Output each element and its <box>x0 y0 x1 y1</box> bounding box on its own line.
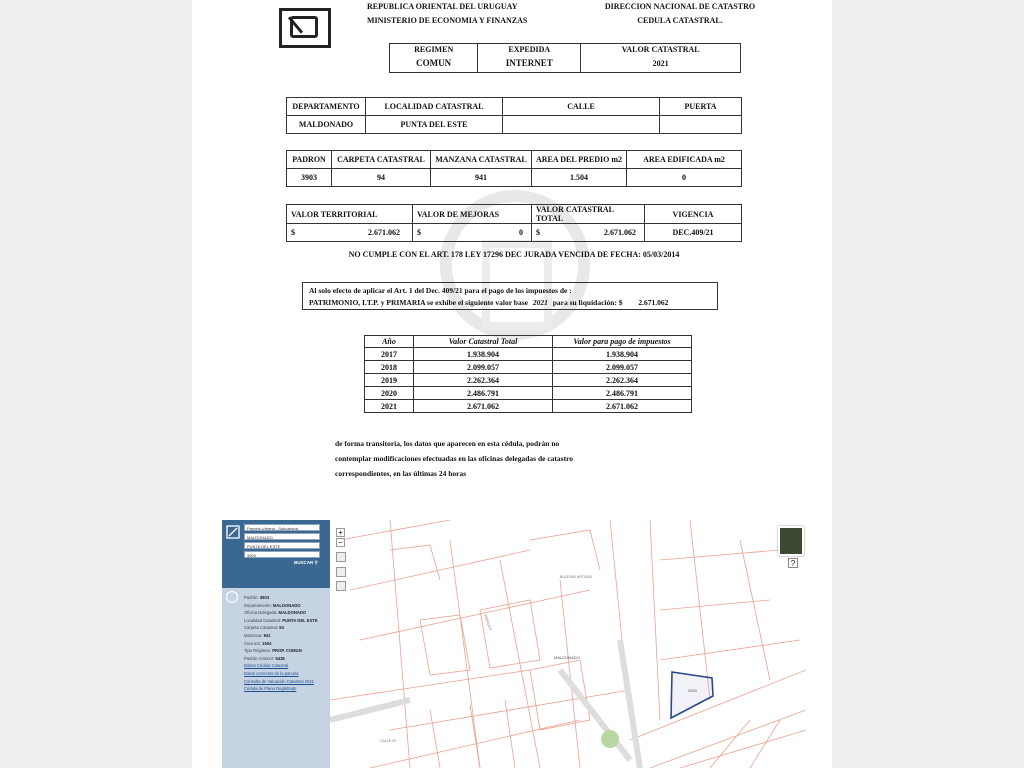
values-table <box>286 204 742 242</box>
info-item <box>244 655 328 663</box>
select-tipo-parcela[interactable]: Parcela Urbana - Suburbana <box>244 524 320 531</box>
map-parcel-label: 3903 <box>688 688 697 693</box>
padron-input[interactable]: 3903 <box>244 551 320 558</box>
info-key: Padrón: <box>244 595 259 600</box>
regimen-header: REGIMEN <box>390 44 478 55</box>
catastro-logo-icon <box>225 524 241 542</box>
history-total-cell: 1.938.904 <box>414 348 553 361</box>
info-key: Área m2: <box>244 640 261 646</box>
history-table <box>364 335 692 413</box>
info-key: Tipo Régimen: <box>244 648 272 654</box>
cedula-page <box>192 0 832 768</box>
search-icon: ⚲ <box>314 560 318 565</box>
basemap-thumbnail[interactable] <box>778 526 804 556</box>
history-total-cell: 2.486.791 <box>414 387 553 400</box>
info-key: Carpeta Catastral: <box>244 625 278 631</box>
footer-note <box>335 436 573 481</box>
header-right <box>600 0 760 28</box>
history-row <box>365 387 692 400</box>
info-link[interactable]: Datos correctos de la parcela <box>244 670 299 676</box>
buscar-button[interactable]: BUSCAR ⚲ <box>294 560 318 565</box>
info-value: 6436 <box>275 655 285 661</box>
header-direccion: DIRECCION NACIONAL DE CATASTRO <box>604 2 756 11</box>
carpeta-value: 94 <box>332 169 431 187</box>
info-logo-icon <box>225 590 239 604</box>
select-localidad[interactable]: PUNTA DEL ESTE <box>244 542 320 549</box>
map-street-1: BULEVAR ARTIGAS <box>560 575 593 579</box>
history-pago-cell: 1.938.904 <box>553 348 692 361</box>
info-item <box>244 647 328 655</box>
padron-value: 3903 <box>287 169 332 187</box>
parcel-info-list <box>244 594 328 693</box>
history-year-cell: 2018 <box>365 361 414 374</box>
info-value: PUNTA DEL ESTE <box>282 617 318 623</box>
manzana-header: MANZANA CATASTRAL <box>431 151 532 169</box>
measure-tool-icon[interactable] <box>336 581 346 591</box>
header-left <box>367 0 527 28</box>
valor-territorial-value: 2.671.062 <box>368 228 400 237</box>
home-tool-icon[interactable] <box>336 552 346 562</box>
info-key: Manzana: <box>244 632 263 638</box>
regimen-table <box>389 43 741 73</box>
layers-tool-icon[interactable] <box>336 567 346 577</box>
info-value: PROP. COMUN <box>272 648 302 654</box>
calle-value <box>503 116 660 134</box>
info-item <box>244 594 328 602</box>
selected-parcel[interactable] <box>671 672 713 718</box>
regimen-value: COMUN <box>390 55 478 73</box>
info-value: 941 <box>263 632 271 638</box>
info-value: 1504 <box>262 640 272 646</box>
vigencia-header: VIGENCIA <box>645 205 742 224</box>
valor-total-cell <box>532 224 645 242</box>
map-street-2: PERALES <box>483 613 493 631</box>
zoom-out-button[interactable]: − <box>336 538 345 547</box>
departamento-value: MALDONADO <box>287 116 366 134</box>
info-link[interactable]: Consulta de Valuación Catastral 2021 <box>244 678 314 684</box>
history-total-header: Valor Catastral Total <box>414 336 553 348</box>
info-value: MALDONADO <box>278 610 307 616</box>
footer-line1: de forma transitoria, los datos que aparecen en esta cédula, podrán no <box>335 439 560 448</box>
footer-line2: contemplar modificaciones efectuadas en las oficinas delegadas de catastro <box>335 454 574 463</box>
expedida-header: EXPEDIDA <box>478 44 581 55</box>
dnc-logo-icon <box>279 8 331 48</box>
history-total-cell: 2.262.364 <box>414 374 553 387</box>
valor-mejoras-value: 0 <box>519 228 523 237</box>
history-year-cell: 2021 <box>365 400 414 413</box>
info-item <box>244 609 328 617</box>
history-row <box>365 374 692 387</box>
info-item <box>244 602 328 610</box>
info-item <box>244 632 328 640</box>
carpeta-header: CARPETA CATASTRAL <box>332 151 431 169</box>
expedida-value: INTERNET <box>478 55 581 73</box>
liquidacion-line1: Al solo efecto de aplicar el Art. 1 del Dec. 409/21 para el pago de los impuestos de : <box>309 286 572 295</box>
info-value: MALDONADO <box>272 602 301 608</box>
history-year-cell: 2019 <box>365 374 414 387</box>
history-pago-header: Valor para pago de impuestos <box>553 336 692 348</box>
history-year-cell: 2020 <box>365 387 414 400</box>
info-item <box>244 640 328 648</box>
info-item <box>244 624 328 632</box>
liquidacion-box <box>302 282 718 310</box>
history-row <box>365 348 692 361</box>
area-predio-header: AREA DEL PREDIO m2 <box>532 151 627 169</box>
history-year-cell: 2017 <box>365 348 414 361</box>
header-ministerio: MINISTERIO DE ECONOMIA Y FINANZAS <box>367 16 528 25</box>
manzana-value: 941 <box>431 169 532 187</box>
notice-text: NO CUMPLE CON EL ART. 178 LEY 17296 DEC JURADA VENCIDA DE FECHA: 05/03/2014 <box>348 250 680 259</box>
area-edificada-value: 0 <box>627 169 742 187</box>
currency-sign: $ <box>536 228 540 237</box>
parcel-table <box>286 150 742 187</box>
info-link[interactable]: Cédula de Plano Registrado <box>244 686 297 692</box>
header-republica: REPUBLICA ORIENTAL DEL URUGUAY <box>367 2 518 11</box>
history-total-cell: 2.671.062 <box>414 400 553 413</box>
currency-sign: $ <box>291 228 295 237</box>
history-pago-cell: 2.671.062 <box>553 400 692 413</box>
select-departamento[interactable]: MALDONADO <box>244 533 320 540</box>
valor-territorial-header: VALOR TERRITORIAL <box>287 205 413 224</box>
history-row <box>365 400 692 413</box>
map-street-3: CALLE 29 <box>380 739 396 743</box>
localidad-header: LOCALIDAD CATASTRAL <box>366 98 503 116</box>
zoom-in-button[interactable]: + <box>336 528 345 537</box>
valor-mejoras-cell <box>413 224 532 242</box>
info-item <box>244 617 328 625</box>
info-value: 3903 <box>259 595 270 600</box>
puerta-value <box>660 116 742 134</box>
padron-header: PADRON <box>287 151 332 169</box>
valor-territorial-cell <box>287 224 413 242</box>
valor-catastral-year: 2021 <box>581 55 741 73</box>
header-cedula: CEDULA CATASTRAL. <box>637 16 723 25</box>
liquidacion-amount: 2.671.062 <box>638 298 669 307</box>
info-key: Padrón Anterior: <box>244 655 275 661</box>
help-icon[interactable]: ? <box>788 558 798 568</box>
area-edificada-header: AREA EDIFICADA m2 <box>627 151 742 169</box>
currency-sign: $ <box>417 228 421 237</box>
valor-catastral-header: VALOR CATASTRAL <box>581 44 741 55</box>
valor-mejoras-header: VALOR DE MEJORAS <box>413 205 532 224</box>
info-key: Localidad Catastral: <box>244 617 282 623</box>
info-key: Oficina Delegada: <box>244 610 278 616</box>
history-year-header: Año <box>365 336 414 348</box>
liquidacion-line2: PATRIMONIO, I.T.P. y PRIMARIA se exhibe el siguiente valor base 2021 para su liquidación: $ 2.671.062 <box>309 298 669 307</box>
departamento-header: DEPARTAMENTO <box>287 98 366 116</box>
valor-total-header: VALOR CATASTRAL TOTAL <box>532 205 645 224</box>
map-canvas[interactable] <box>330 520 806 768</box>
area-predio-value: 1.504 <box>532 169 627 187</box>
info-link[interactable]: Boleta Cédula Catastral <box>244 663 289 669</box>
liquidacion-year: 2021 <box>532 298 548 307</box>
info-key: Departamento: <box>244 602 272 608</box>
map-zone-label: MALDONADO <box>554 655 580 660</box>
catastro-map-viewer <box>222 520 806 768</box>
localidad-value: PUNTA DEL ESTE <box>366 116 503 134</box>
puerta-header: PUERTA <box>660 98 742 116</box>
footer-line3: correspondientes, en las últimas 24 horas <box>335 469 467 478</box>
history-pago-cell: 2.262.364 <box>553 374 692 387</box>
history-pago-cell: 2.099.057 <box>553 361 692 374</box>
calle-header: CALLE <box>503 98 660 116</box>
valor-total-value: 2.671.062 <box>604 228 636 237</box>
history-total-cell: 2.099.057 <box>414 361 553 374</box>
history-pago-cell: 2.486.791 <box>553 387 692 400</box>
vigencia-value: DEC.409/21 <box>645 224 742 242</box>
location-table <box>286 97 742 134</box>
map-marker-icon <box>601 730 619 748</box>
history-row <box>365 361 692 374</box>
info-value: 94 <box>279 625 284 631</box>
